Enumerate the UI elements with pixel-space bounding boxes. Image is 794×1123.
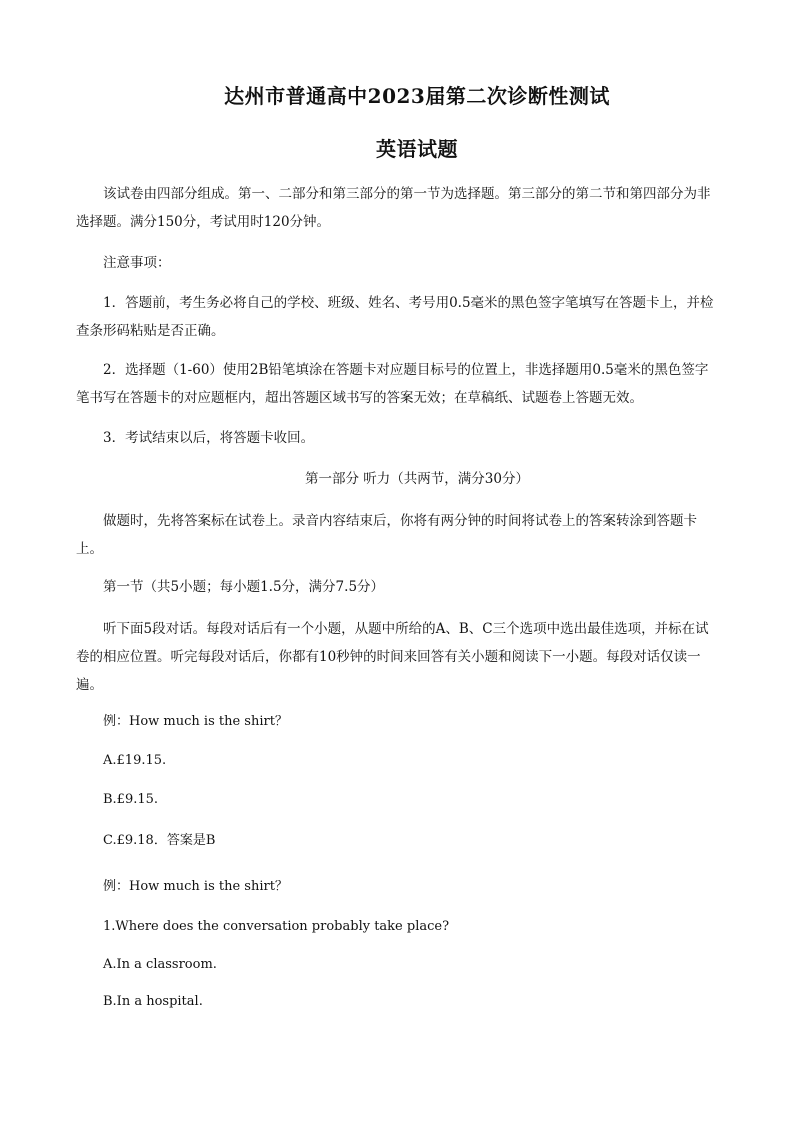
notice-item-1: 1．答题前，考生务必将自己的学校、班级、姓名、考号用0.5毫米的黑色签字笔填写在答题卡上，并检查条形码粘贴是否正确。 [76,295,714,339]
example-option-c: C.£9.18．答案是B [103,833,216,848]
exam-subtitle: 英语试题 [376,137,458,161]
notice-item-2: 2．选择题（1-60）使用2B铅笔填涂在答题卡对应题目标号的位置上，非选择题用0.5毫米的黑色签字笔书写在答题卡的对应题框内，超出答题区域书写的答案无效；在草稿纸、试题卷上答题无效。 [76,362,709,406]
example-option-b: B.£9.15. [103,792,159,807]
part1-heading: 第一部分 听力（共两节，满分30分） [305,471,529,487]
example-option-a: A.£19.15. [103,753,167,768]
exam-intro: 该试卷由四部分组成。第一、二部分和第三部分的第一节为选择题。第三部分的第二节和第四部分为非选择题。满分150分，考试用时120分钟。 [76,186,711,230]
question-1-stem: 1.Where does the conversation probably take place? [103,919,450,934]
part1-instruction: 做题时，先将答案标在试卷上。录音内容结束后，你将有两分钟的时间将试卷上的答案转涂到答题卡上。 [76,513,697,557]
notice-heading: 注意事项： [103,255,171,271]
question-1-option-a: A.In a classroom. [103,957,217,972]
example-question-repeat: 例：How much is the shirt？ [103,879,288,894]
notice-item-3: 3．考试结束以后，将答题卡收回。 [103,430,315,446]
section1-instruction: 听下面5段对话。每段对话后有一个小题，从题中所给的A、B、C三个选项中选出最佳选项，并标在试卷的相应位置。听完每段对话后，你都有10秒钟的时间来回答有关小题和阅读下一小题。每段对话仅读一遍。 [76,621,709,693]
section1-heading: 第一节（共5小题；每小题1.5分，满分7.5分） [103,579,385,595]
question-1-option-b: B.In a hospital. [103,994,203,1009]
exam-title: 达州市普通高中2023届第二次诊断性测试 [224,84,610,108]
example-question: 例：How much is the shirt？ [103,714,288,729]
